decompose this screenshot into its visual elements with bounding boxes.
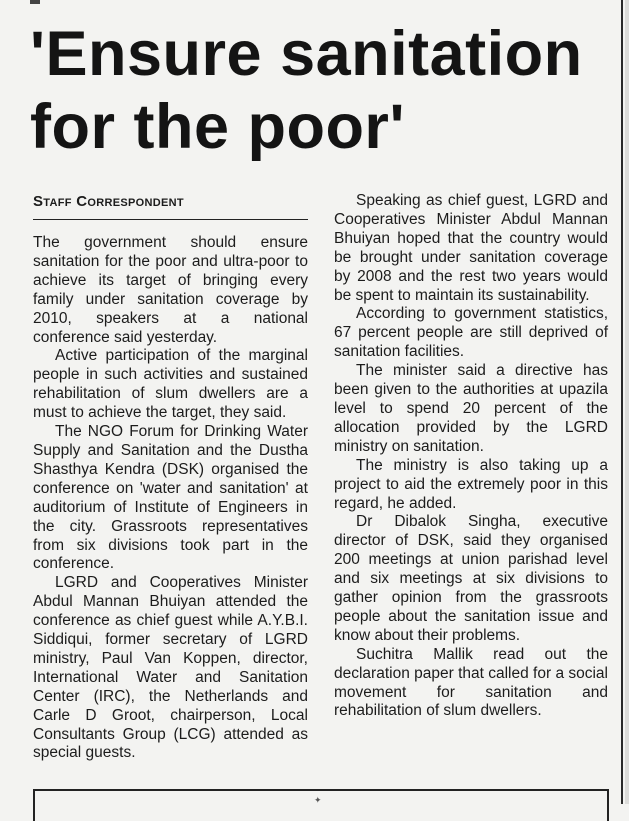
paragraph: LGRD and Cooperatives Minister Abdul Mannan Bhuiyan attended the conference as chief guest while A.Y.B.I. Siddiqui, former secretary of LGRD ministry, Paul Van Koppen, director, International Water and Sanitation Center (IRC), the Netherlands and Carle D Groot, chairperson, Local Consultants Group (LCG) attended as special guests. — [33, 574, 308, 762]
paragraph: According to government statistics, 67 percent people are still deprived of sanitation facilities. — [334, 305, 608, 361]
column-rule-right — [621, 0, 623, 804]
paragraph: The government should ensure sanitation for the poor and ultra-poor to achieve its target of bringing every family under sanitation coverage by 2010, speakers at a national conference said yesterday. — [33, 234, 308, 346]
ornament-icon: ✦ — [314, 795, 322, 805]
paragraph: Suchitra Mallik read out the declaration paper that called for a social movement for sanitation and rehabilitation of slum dwellers. — [334, 645, 608, 720]
article-column-right — [334, 192, 608, 721]
next-article-box — [33, 789, 609, 821]
headline: 'Ensure sanitation for the poor' — [30, 19, 583, 162]
article-column-left — [33, 192, 308, 763]
top-fragment-mark — [30, 0, 40, 4]
byline: Staff Correspondent — [33, 192, 308, 220]
paragraph: Active participation of the marginal people in such activities and sustained rehabilitation of slum dwellers are a must to achieve the target, they said. — [33, 347, 308, 422]
paragraph: Dr Dibalok Singha, executive director of DSK, said they organised 200 meetings at union parishad level and six meetings at six divisions to gather opinion from the grassroots people about the sanitation issue and know about their problems. — [334, 513, 608, 644]
paragraph: Speaking as chief guest, LGRD and Cooperatives Minister Abdul Mannan Bhuiyan hoped that the country would be brought under sanitation coverage by 2008 and the rest two years would be spent to maintain its sustainability. — [334, 192, 608, 304]
paragraph: The NGO Forum for Drinking Water Supply and Sanitation and the Dustha Shasthya Kendra (DSK) organised the conference on 'water and sanitation' at auditorium of Institute of Engineers in the city. Grassroots representatives from six divisions took part in the conference. — [33, 423, 308, 573]
page-edge — [625, 0, 629, 804]
paragraph: The minister said a directive has been given to the authorities at upazila level to spend 20 percent of the allocation provided by the LGRD ministry on sanitation. — [334, 362, 608, 455]
paragraph: The ministry is also taking up a project to aid the extremely poor in this regard, he added. — [334, 456, 608, 512]
